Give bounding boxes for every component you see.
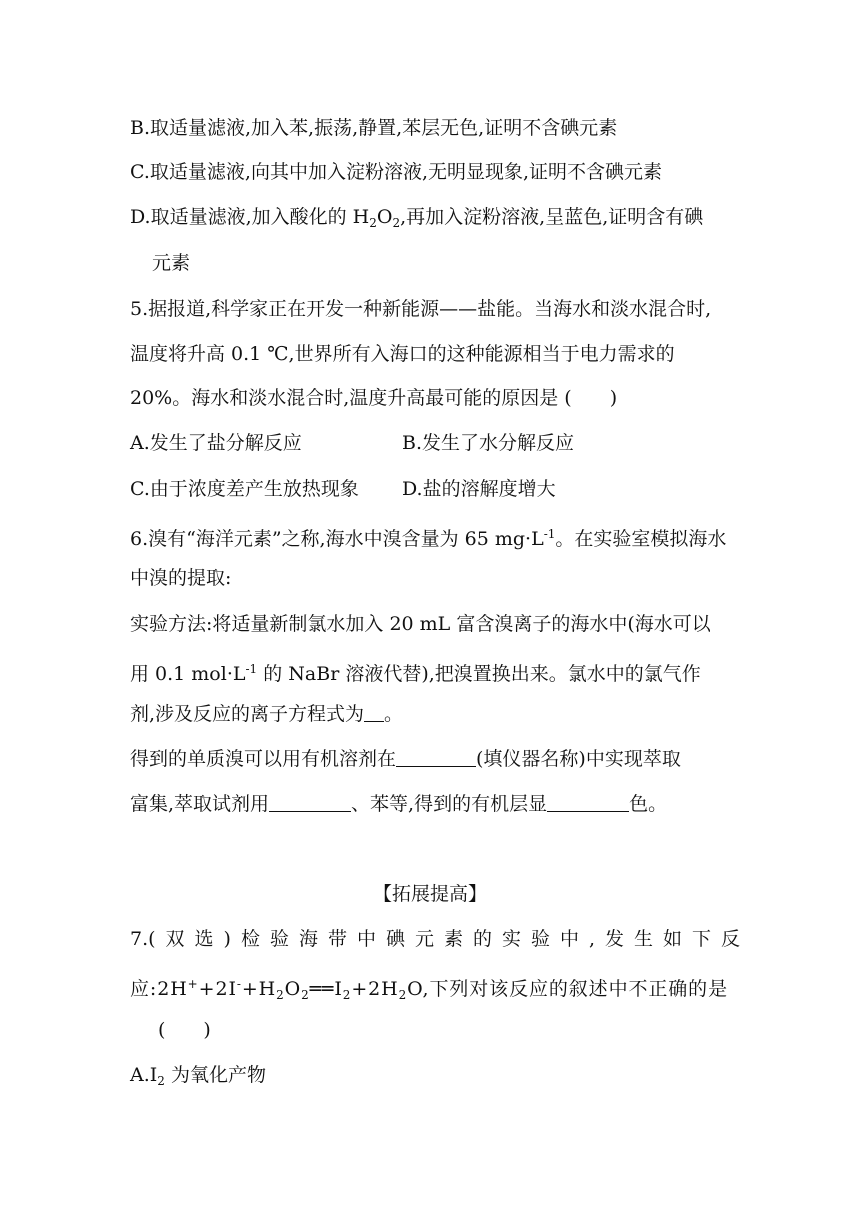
q7-stem-line-2: 应$:2H^++2I^-+H_2O_2══I_2+2H_2O$,下列对该反应的叙述中不正确的是 (130, 977, 728, 1002)
q4-option-c: C.取适量滤液,向其中加入淀粉溶液,无明显现象,证明不含碘元素 (130, 161, 663, 183)
answer-blank[interactable] (269, 793, 351, 812)
answer-blank[interactable] (396, 748, 476, 767)
answer-blank[interactable] (364, 703, 384, 722)
q5-option-d: D.盐的溶解度增大 (402, 478, 556, 500)
q4-option-d: D.取适量滤液,加入酸化的 $H_2O_2$,再加入淀粉溶液,呈蓝色,证明含有碘 (130, 206, 704, 230)
q6-method-line-3: 剂,涉及反应的离子方程式为 。 (130, 703, 404, 725)
q4-option-d-continued: 元素 (152, 252, 191, 274)
q7-option-a: $A.I_2$ 为氧化产物 (130, 1064, 266, 1088)
q6-stem-line-2: 中溴的提取: (130, 567, 232, 589)
q5-stem-line-1: 5.据报道,科学家正在开发一种新能源——盐能。当海水和淡水混合时, (130, 298, 712, 320)
section-title: 【拓展提高】 (372, 883, 487, 905)
q5-options-row-1 (130, 431, 740, 455)
q6-extract-line-2: 富集,萃取试剂用 、苯等,得到的有机层显 色。 (130, 793, 668, 815)
q5-stem-line-2: 温度将升高 0.1 ℃,世界所有入海口的这种能源相当于电力需求的 (130, 343, 675, 365)
q4-option-b: B.取适量滤液,加入苯,振荡,静置,苯层无色,证明不含碘元素 (130, 117, 618, 139)
q5-stem-line-3: 20%。海水和淡水混合时,温度升高最可能的原因是 ( ) (130, 387, 618, 409)
q5-option-b: B.发生了水分解反应 (402, 432, 575, 454)
q5-options-row-2 (130, 477, 740, 501)
q6-extract-line-1: 得到的单质溴可以用有机溶剂在 (填仪器名称)中实现萃取 (130, 748, 681, 770)
q5-option-c: C.由于浓度差产生放热现象 (130, 478, 359, 500)
q6-stem-line-1: 6.溴有“海洋元素”之称,海水中溴含量为 65 $mg\cdot L^{-1}$。在实验室模拟海水 (130, 527, 727, 550)
q6-method-line-1: 实验方法:将适量新制氯水加入 20 mL 富含溴离子的海水中(海水可以 (130, 613, 711, 635)
answer-blank[interactable] (547, 793, 629, 812)
q7-answer-paren: ( ) (158, 1019, 211, 1041)
q6-method-line-2: 用 0.1 $mol\cdot L^{-1}$ 的 NaBr 溶液代替),把溴置换出来。氯水中的氯气作 (130, 662, 701, 685)
q7-stem-line-1: 7.(双选)检验海带中碘元素的实验中,发生如下反 (130, 928, 740, 950)
q5-option-a: A.发生了盐分解反应 (130, 432, 302, 454)
